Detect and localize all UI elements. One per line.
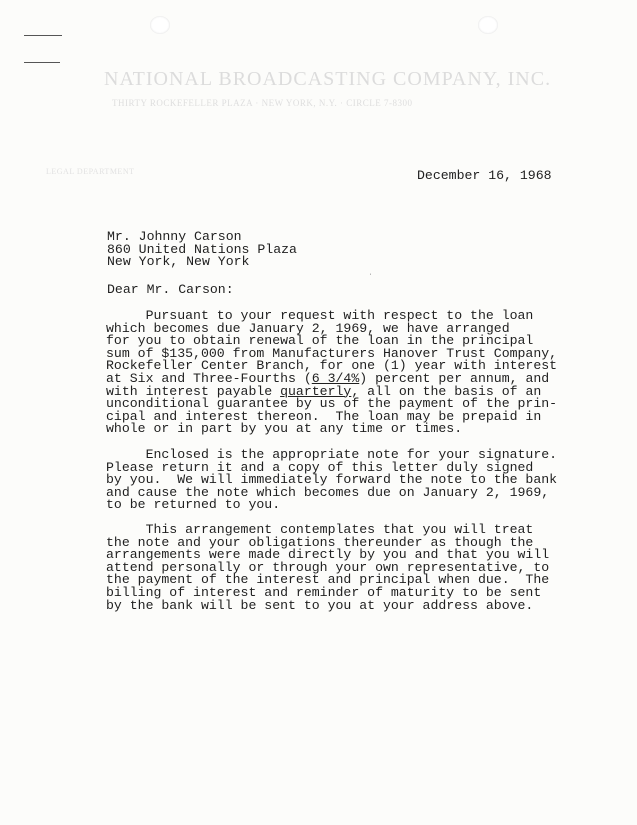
- recipient-street: 860 United Nations Plaza: [107, 241, 297, 257]
- body-line: unconditional guarantee by us of the payment of the prin-: [106, 396, 558, 412]
- paragraph-enclosed-note: [106, 449, 557, 512]
- body-line: attend personally or through your own representative, to: [106, 559, 550, 575]
- letter-date: December 16, 1968: [417, 168, 552, 183]
- body-line: the payment of the interest and principal when due. The: [106, 572, 550, 588]
- body-text: , all on the basis of an: [351, 383, 542, 399]
- body-text: ) percent per annum, and: [359, 370, 550, 386]
- recipient-city: New York, New York: [107, 254, 250, 270]
- interest-rate: 6 3/4%: [311, 370, 360, 386]
- body-line: by you. We will immediately forward the note to the bank: [106, 472, 558, 488]
- recipient-name: Mr. Johnny Carson: [107, 229, 242, 244]
- body-line: Rockefeller Center Branch, for one (1) year with interest: [106, 358, 558, 374]
- body-line: sum of $135,000 from Manufacturers Hanover Trust Company,: [106, 345, 558, 361]
- body-line: billing of interest and reminder of maturity to be sent: [106, 584, 542, 600]
- body-text: at Six and Three-Fourths (: [106, 370, 312, 386]
- margin-mark-top: [24, 35, 62, 36]
- body-line: by the bank will be sent to you at your address above.: [106, 597, 534, 613]
- paragraph-arrangement: [106, 524, 549, 612]
- body-line: whole or in part by you at any time or times.: [106, 421, 463, 437]
- body-line: cipal and interest thereon. The loan may be prepaid in: [106, 408, 542, 424]
- punch-hole-left: [150, 16, 170, 34]
- margin-mark-bottom: [24, 62, 60, 63]
- payment-term: quarterly: [280, 383, 352, 399]
- body-line: and cause the note which becomes due on January 2, 1969,: [106, 484, 550, 500]
- body-line: for you to obtain renewal of the loan in the principal: [106, 333, 534, 349]
- body-line: Pursuant to your request with respect to the loan: [106, 308, 534, 323]
- paragraph-loan-renewal: [106, 310, 557, 436]
- letterhead-address: THIRTY ROCKEFELLER PLAZA · NEW YORK, N.Y. · CIRCLE 7-8300: [112, 98, 413, 108]
- body-line: arrangements were made directly by you and that you will: [106, 547, 550, 563]
- recipient-block: [107, 231, 297, 269]
- body-line: to be returned to you.: [106, 497, 281, 513]
- body-line: Enclosed is the appropriate note for your signature.: [106, 447, 558, 462]
- punch-hole-right: [478, 16, 498, 34]
- letterhead-company: NATIONAL BROADCASTING COMPANY, INC.: [104, 68, 552, 90]
- body-text: with interest payable: [106, 383, 281, 399]
- body-line: which becomes due January 2, 1969, we have arranged: [106, 320, 510, 336]
- letterhead-department: LEGAL DEPARTMENT: [46, 167, 135, 176]
- body-line: Please return it and a copy of this letter duly signed: [106, 459, 534, 475]
- tick-mark: ˈ: [368, 273, 374, 283]
- salutation: Dear Mr. Carson:: [107, 282, 234, 297]
- body-line: the note and your obligations thereunder as though the: [106, 534, 534, 550]
- body-line: This arrangement contemplates that you will treat: [106, 522, 534, 537]
